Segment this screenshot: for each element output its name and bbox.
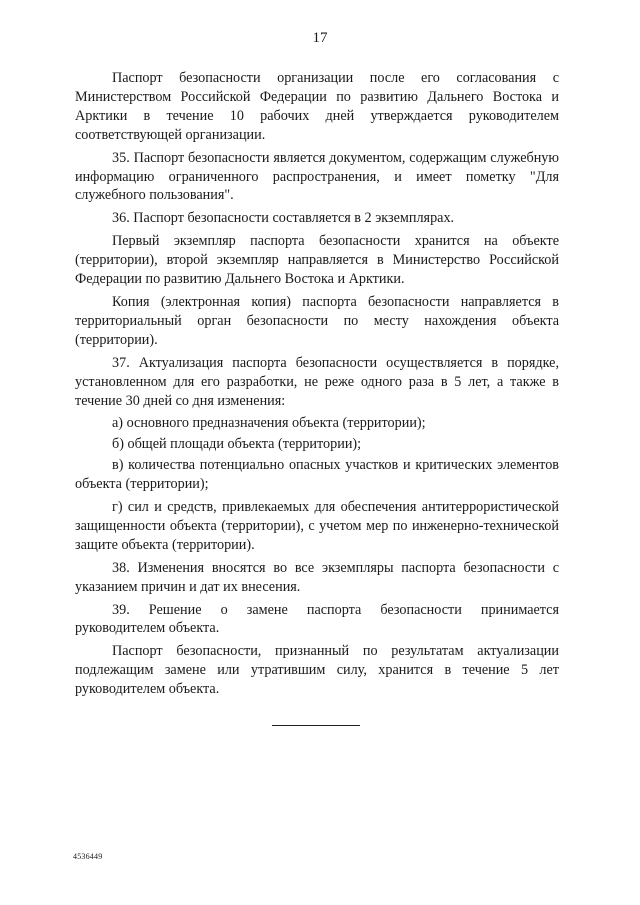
paragraph-35: 35. Паспорт безопасности является документом, содержащим служебную информацию ограниченного распространения, и имеет пометку "Для служебного пользования".: [75, 149, 559, 204]
paragraph-37: 37. Актуализация паспорта безопасности осуществляется в порядке, установленном для его разработки, не реже одного раза в 5 лет, а также в течение 30 дней со дня изменения:: [75, 354, 559, 409]
paragraph-electronic-copy: Копия (электронная копия) паспорта безопасности направляется в территориальный орган безопасности по месту нахождения объекта (территории).: [75, 293, 559, 348]
end-divider-line: [272, 725, 360, 726]
list-item-g: г) сил и средств, привлекаемых для обеспечения антитеррористической защищенности объекта (территории), с учетом мер по инженерно-технической защите объекта (территории).: [75, 499, 559, 553]
document-code: 4536449: [73, 852, 103, 861]
list-item-v: в) количества потенциально опасных участков и критических элементов объекта (территории);: [75, 457, 559, 493]
document-body: [75, 69, 559, 703]
list-item-a: а) основного предназначения объекта (территории);: [112, 415, 426, 432]
paragraph-38: 38. Изменения вносятся во все экземпляры паспорта безопасности с указанием причин и дат их внесения.: [75, 559, 559, 595]
paragraph-passport-approval: Паспорт безопасности организации после его согласования с Министерством Российской Федерации по развитию Дальнего Востока и Арктики в течение 10 рабочих дней утверждается руководителем соответствующей организации.: [75, 70, 559, 143]
paragraph-36: 36. Паспорт безопасности составляется в 2 экземплярах.: [112, 210, 455, 227]
paragraph-first-copy: Первый экземпляр паспорта безопасности хранится на объекте (территории), второй экземпляр направляется в Министерство Российской Федерации по развитию Дальнего Востока и Арктики.: [75, 233, 559, 288]
paragraph-replacement-storage: Паспорт безопасности, признанный по результатам актуализации подлежащим замене или утратившим силу, хранится в течение 5 лет руководителем объекта.: [75, 643, 559, 698]
page-number: 17: [312, 30, 328, 46]
list-item-b: б) общей площади объекта (территории);: [112, 436, 362, 453]
paragraph-39: 39. Решение о замене паспорта безопасности принимается руководителем объекта.: [75, 601, 559, 637]
